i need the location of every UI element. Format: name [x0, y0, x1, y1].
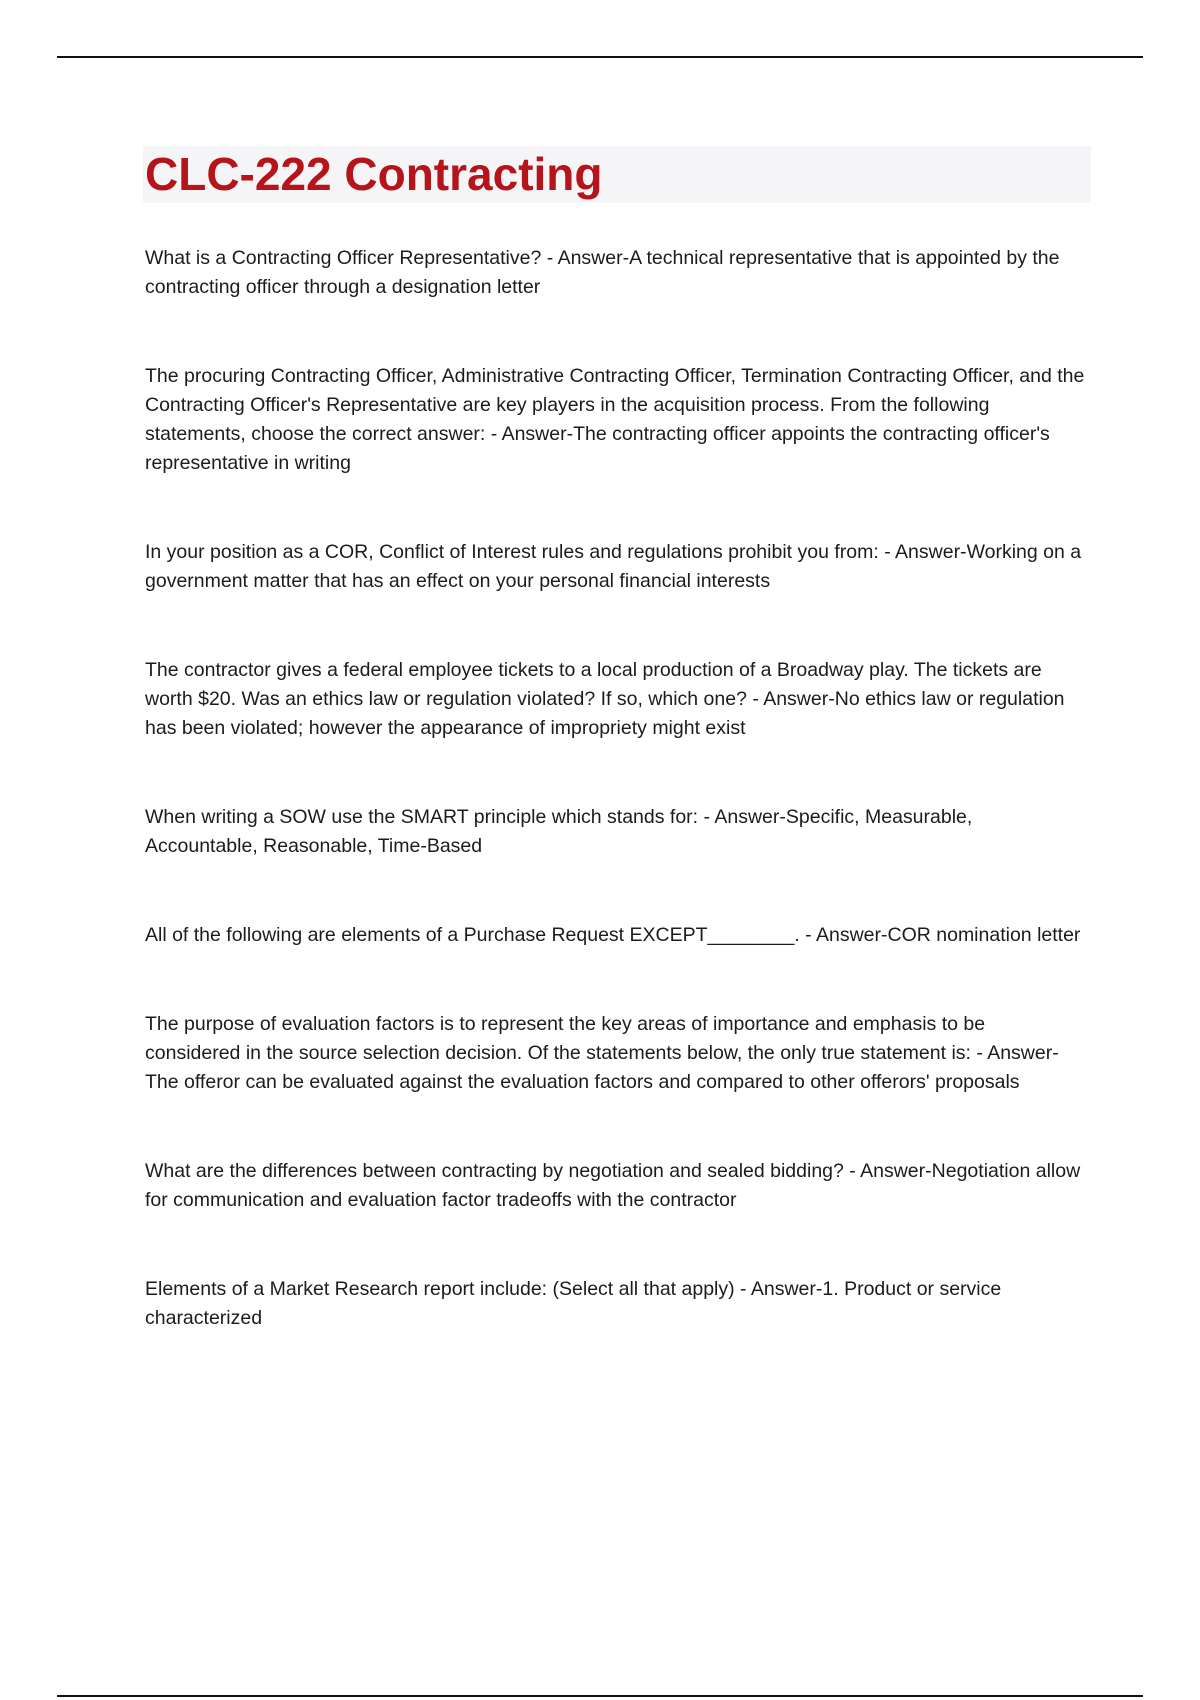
qa-item [145, 244, 1085, 302]
answer-text: A technical representative that is appointed by the contracting officer through a designation letter [145, 247, 1060, 298]
qa-list [145, 244, 1085, 1333]
question-text: All of the following are elements of a Purchase Request EXCEPT________. [145, 924, 800, 946]
answer-text: No ethics law or regulation has been violated; however the appearance of impropriety might exist [145, 688, 1065, 739]
question-text: The contractor gives a federal employee tickets to a local production of a Broadway play. The tickets are worth $20. Was an ethics law or regulation violated? If so, which one? [145, 659, 1042, 710]
question-text: What are the differences between contracting by negotiation and sealed bidding? [145, 1160, 844, 1182]
qa-item [145, 362, 1085, 478]
header-rule [57, 56, 1143, 58]
answer-text: COR nomination letter [887, 924, 1081, 946]
question-text: The procuring Contracting Officer, Administrative Contracting Officer, Termination Contracting Officer, and the Contracting Officer's Representative are key players in the acquisition process. From the following statements, choose the correct answer: [145, 365, 1085, 445]
answer-separator: - Answer- [698, 806, 786, 828]
answer-separator: - Answer- [746, 688, 835, 710]
question-text: What is a Contracting Officer Representative? [145, 247, 542, 269]
answer-text: Working on a government matter that has an effect on your personal financial interests [145, 541, 1082, 592]
question-text: The purpose of evaluation factors is to represent the key areas of importance and emphasis to be considered in the source selection decision. Of the statements below, the only true statement is: [145, 1013, 986, 1064]
answer-text: The contracting officer appoints the contracting officer's representative in writing [145, 423, 1050, 474]
answer-separator: - Answer- [734, 1278, 823, 1300]
question-text: Elements of a Market Research report include: (Select all that apply) [145, 1278, 735, 1300]
qa-item [145, 538, 1085, 596]
answer-text: Specific, Measurable, Accountable, Reasonable, Time-Based [145, 806, 973, 857]
title-band [143, 146, 1091, 203]
answer-separator: - Answer- [843, 1160, 932, 1182]
qa-item [145, 1275, 1085, 1333]
qa-item [145, 656, 1085, 743]
qa-item [145, 1010, 1085, 1097]
footer-rule [57, 1695, 1143, 1697]
qa-item [145, 921, 1085, 950]
answer-separator: - Answer- [878, 541, 967, 563]
page-title: CLC-222 Contracting [145, 148, 603, 200]
qa-item [145, 1157, 1085, 1215]
answer-separator: - Answer- [485, 423, 574, 445]
answer-separator: - Answer- [799, 924, 888, 946]
answer-text: The offeror can be evaluated against the evaluation factors and compared to other offerors' proposals [145, 1071, 1020, 1093]
qa-item [145, 803, 1085, 861]
answer-separator: - Answer- [970, 1042, 1059, 1064]
answer-text: Negotiation allow for communication and evaluation factor tradeoffs with the contractor [145, 1160, 1081, 1211]
answer-text: 1. Product or service characterized [145, 1278, 1002, 1329]
answer-separator: - Answer- [541, 247, 630, 269]
question-text: When writing a SOW use the SMART principle which stands for: [145, 806, 699, 828]
question-text: In your position as a COR, Conflict of Interest rules and regulations prohibit you from: [145, 541, 879, 563]
